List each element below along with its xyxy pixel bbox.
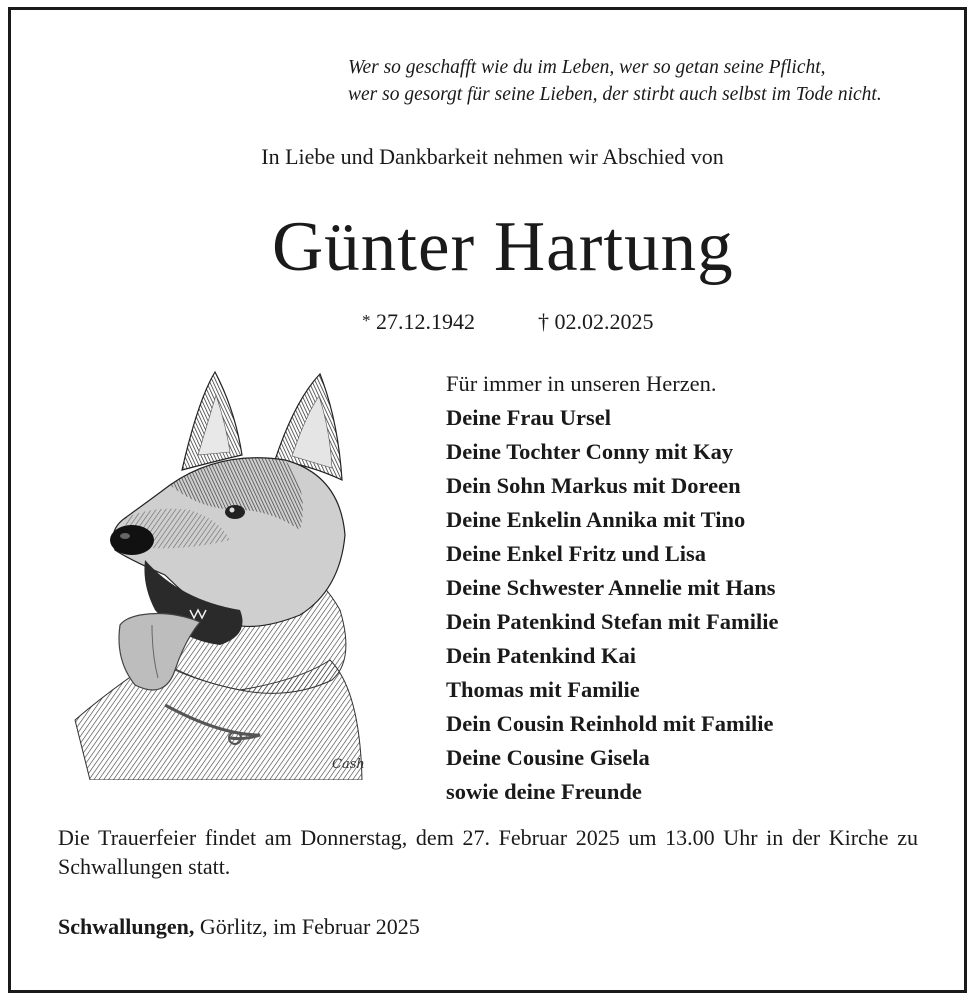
funeral-service-info: Die Trauerfeier findet am Donnerstag, dem 27. Februar 2025 um 13.00 Uhr in der Kirche zu Schwallungen statt. [58,825,918,879]
place-town: Schwallungen, [58,914,195,939]
death-cross-icon: † [538,309,549,334]
german-shepherd-illustration [70,360,370,780]
deceased-name: Günter Hartung [272,208,734,286]
life-dates [362,309,654,335]
mourner-name: Dein Patenkind Stefan mit Familie [446,609,779,634]
poem-line-1: Wer so geschafft wie du im Leben, wer so getan seine Pflicht, [348,57,826,78]
mourner-name: Deine Enkel Fritz und Lisa [446,541,707,566]
mourner-name: Deine Frau Ursel [446,405,611,430]
place-and-date [58,914,420,940]
birth-star-icon: * [362,311,371,330]
mourner-name: Deine Tochter Conny mit Kay [446,439,734,464]
death-date: 02.02.2025 [554,309,654,334]
birth-date: 27.12.1942 [376,309,475,334]
mourners-lead: Für immer in unseren Herzen. [446,371,717,396]
intro-text: In Liebe und Dankbarkeit nehmen wir Abschied von [261,144,724,169]
mourner-name: sowie deine Freunde [446,779,642,804]
mourner-name: Dein Sohn Markus mit Doreen [446,473,741,498]
artist-signature: Cash [332,757,365,772]
place-rest: Görlitz, im Februar 2025 [194,914,420,939]
mourners-list [446,367,779,809]
mourner-name: Thomas mit Familie [446,677,640,702]
mourner-name: Deine Schwester Annelie mit Hans [446,575,776,600]
mourner-name: Dein Cousin Reinhold mit Familie [446,711,774,736]
mourner-name: Deine Cousine Gisela [446,745,650,770]
mourner-name: Dein Patenkind Kai [446,643,637,668]
poem-line-2: wer so gesorgt für seine Lieben, der stirbt auch selbst im Tode nicht. [348,84,882,105]
memorial-poem [348,54,928,108]
mourner-name: Deine Enkelin Annika mit Tino [446,507,746,532]
